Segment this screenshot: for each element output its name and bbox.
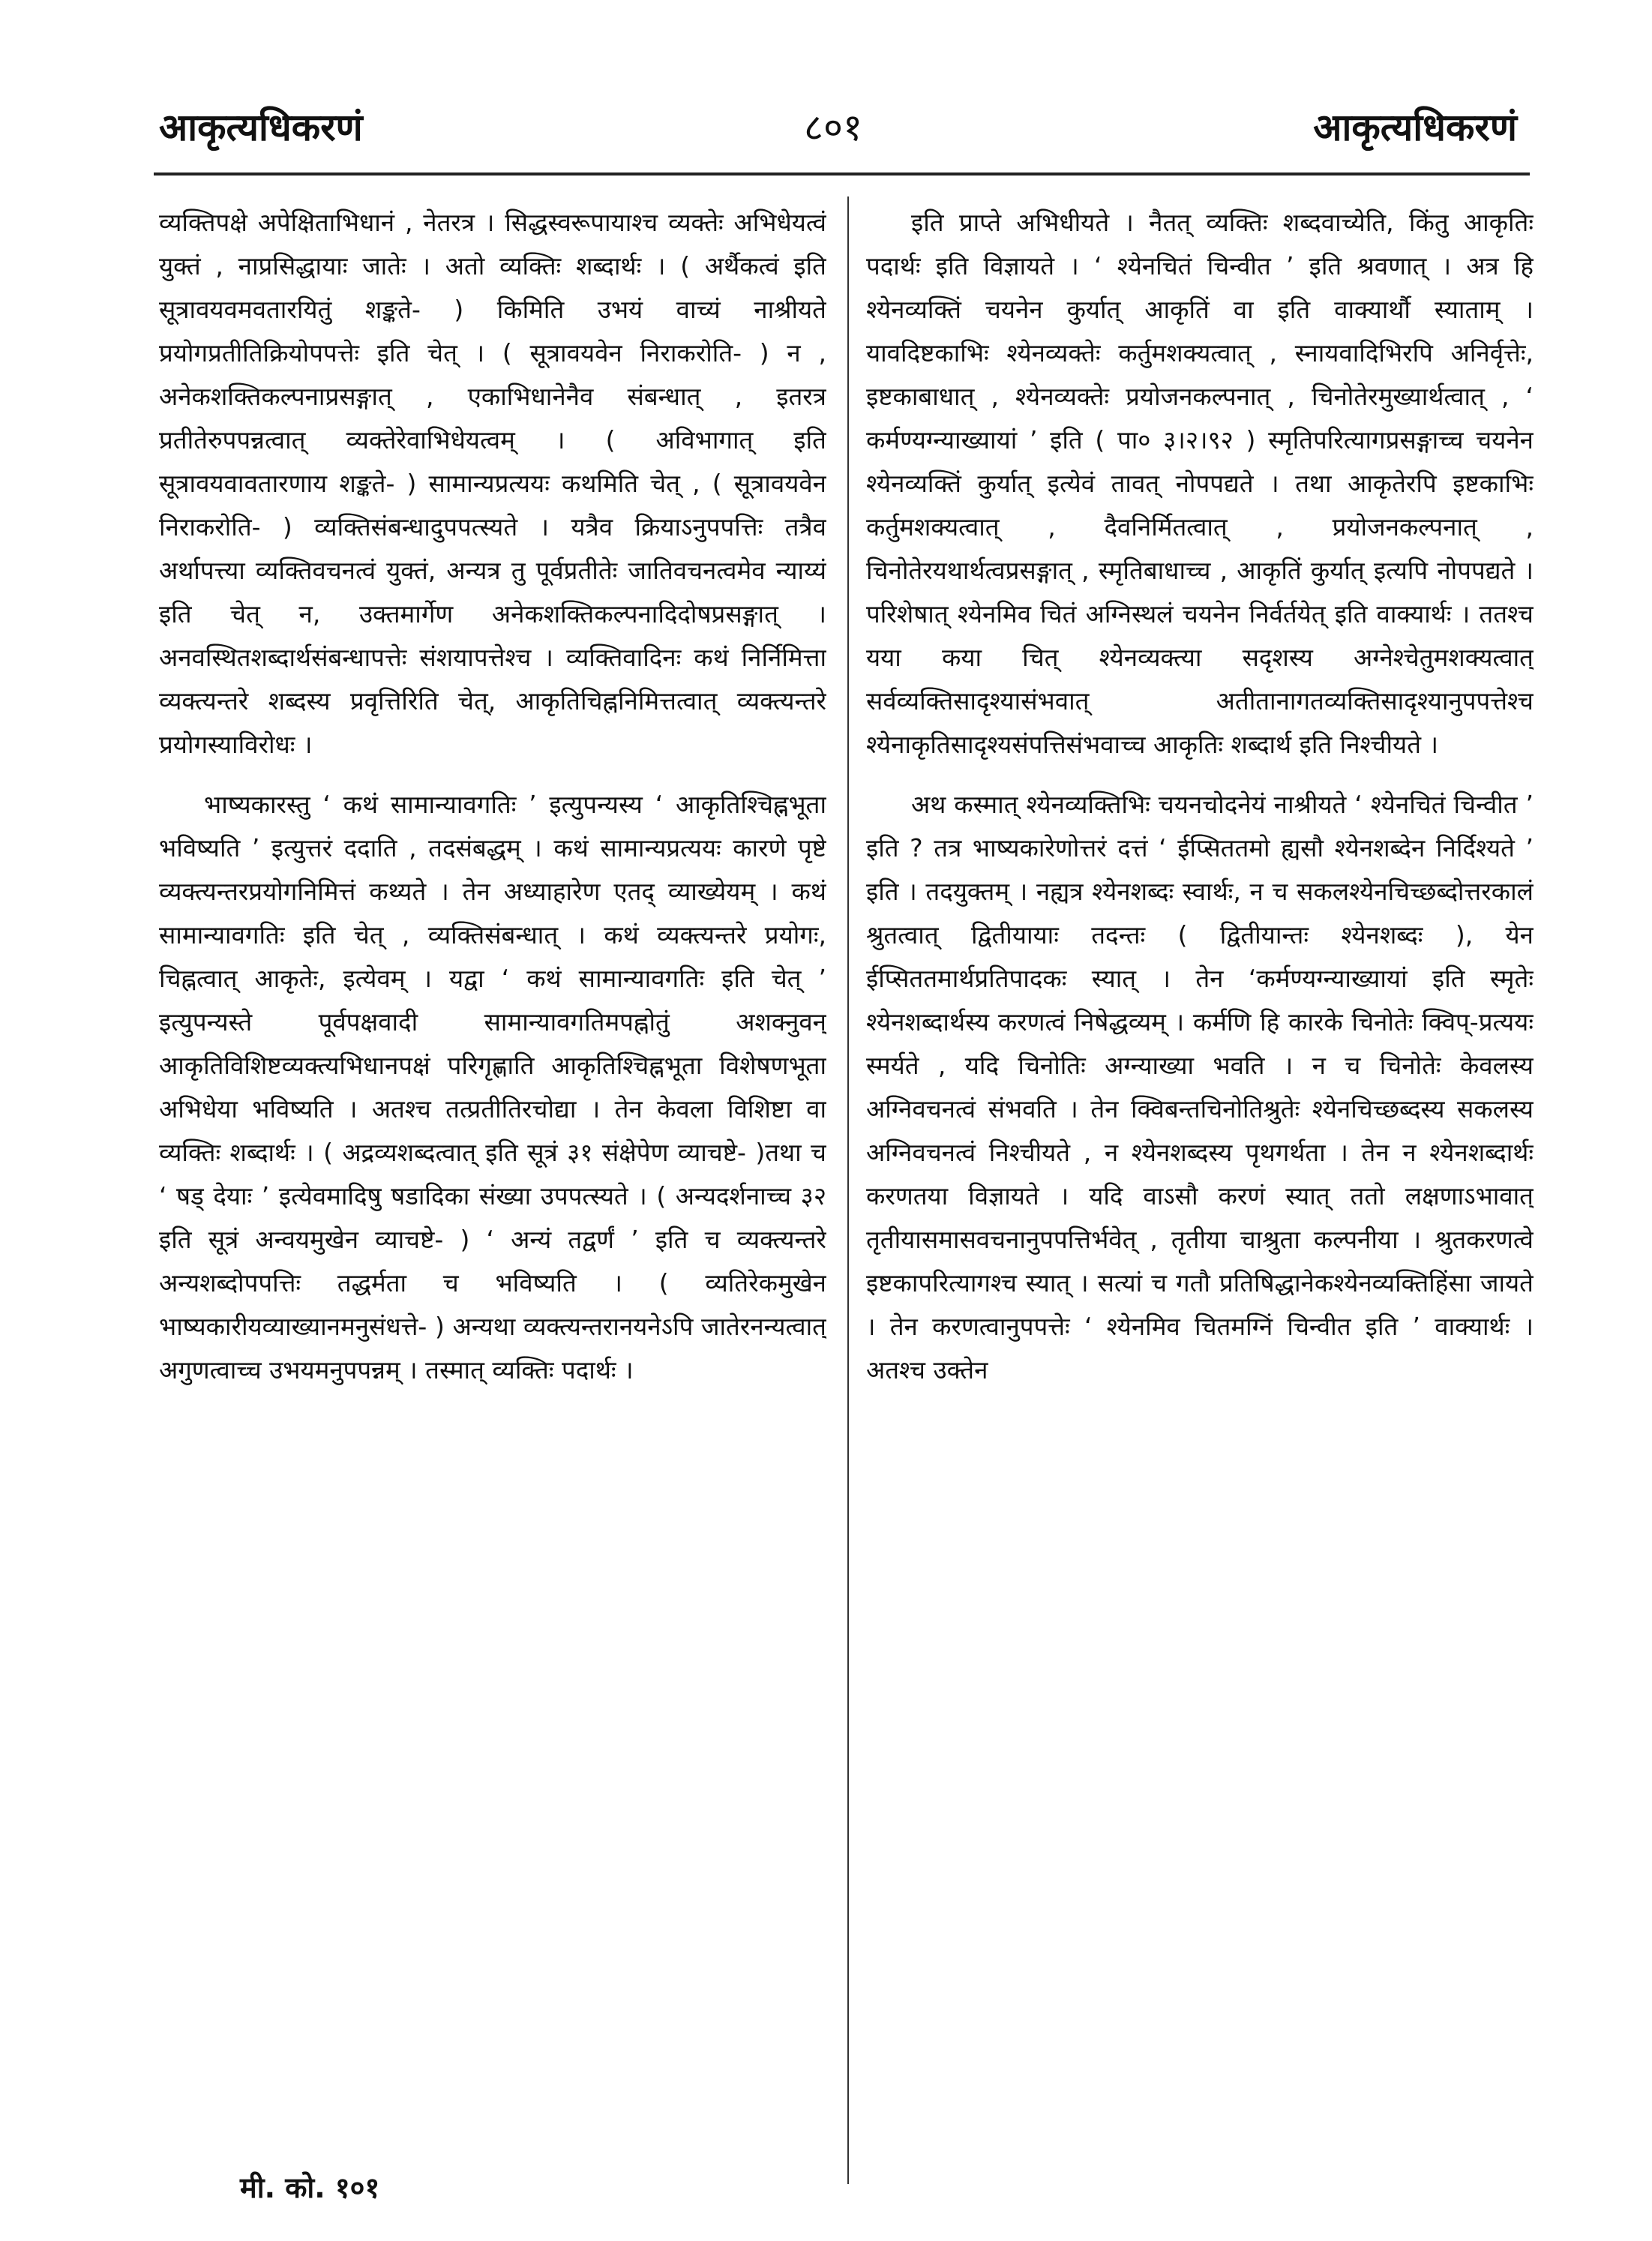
header-rule	[154, 172, 1530, 176]
right-paragraph-1: इति प्राप्ते अभिधीयते । नैतत् व्यक्तिः शब्दवाच्येति, किंतु आकृतिः पदार्थः इति विज्ञायते । ‘ श्येनचितं चिन्वीत ’ इति श्रवणात् । अत्र हि श्येनव्यक्तिं चयनेन कुर्यात् आकृतिं वा इति वाक्यार्थौ स्याताम् । यावदिष्टकाभिः श्येनव्यक्तेः कर्तुमशक्यत्वात् , स्नायवादिभिरपि अनिर्वृत्तेः, इष्टकाबाधात् , श्येनव्यक्तेः प्रयोजनकल्पनात् , चिनोतेरमुख्यार्थत्वात् , ‘ कर्मण्यग्न्याख्यायां ’ इति ( पा० ३।२।९२ ) स्मृतिपरित्यागप्रसङ्गाच्च चयनेन श्येनव्यक्तिं कुर्यात् इत्येवं तावत् नोपपद्यते । तथा आकृतेरपि इष्टकाभिः कर्तुमशक्यत्वात् , दैवनिर्मितत्वात् , प्रयोजनकल्पनात् , चिनोतेरयथार्थत्वप्रसङ्गात् , स्मृतिबाधाच्च , आकृतिं कुर्यात् इत्यपि नोपपद्यते । परिशेषात् श्येनमिव चितं अग्निस्थलं चयनेन निर्वर्तयेत् इति वाक्यार्थः । ततश्च यया कया चित् श्येनव्यक्त्या सदृशस्य अग्नेश्चेतुमशक्यत्वात् सर्वव्यक्तिसादृश्यासंभवात् अतीतानागतव्यक्तिसादृश्यानुपपत्तेश्च श्येनाकृतिसादृश्यसंपत्तिसंभवाच्च आकृतिः शब्दार्थ इति निश्चीयते ।	[866, 208, 1534, 759]
footer-signature: मी. को. १०१	[240, 2171, 380, 2204]
left-column	[159, 201, 826, 2121]
column-divider	[847, 196, 849, 2184]
running-header-left: आकृत्यधिकरणं	[159, 106, 363, 149]
page-number: ८०१	[804, 106, 862, 149]
running-header-right: आकृत्यधिकरणं	[1313, 106, 1517, 149]
right-column	[866, 201, 1534, 2196]
right-paragraph-2: अथ कस्मात् श्येनव्यक्तिभिः चयनचोदनेयं नाश्रीयते ‘ श्येनचितं चिन्वीत ’ इति ? तत्र भाष्यकारेणोत्तरं दत्तं ‘ ईप्सिततमो ह्यसौ श्येनशब्देन निर्दिश्यते ’ इति । तदयुक्तम् । नह्यत्र श्येनशब्दः स्वार्थः, न च सकलश्येनचिच्छब्दोत्तरकालं श्रुतत्वात् द्वितीयायाः तदन्तः ( द्वितीयान्तः श्येनशब्दः ), येन ईप्सिततमार्थप्रतिपादकः स्यात् । तेन ‘कर्मण्यग्न्याख्यायां इति स्मृतेः श्येनशब्दार्थस्य करणत्वं निषेद्धव्यम् । कर्मणि हि कारके चिनोतेः क्विप्-प्रत्ययः स्मर्यते , यदि चिनोतिः अग्न्याख्या भवति । न च चिनोतेः केवलस्य अग्निवचनत्वं संभवति । तेन क्विबन्तचिनोतिश्रुतेः श्येनचिच्छब्दस्य सकलस्य अग्निवचनत्वं निश्चीयते , न श्येनशब्दस्य पृथगर्थता । तेन न श्येनशब्दार्थः करणतया विज्ञायते । यदि वाऽसौ करणं स्यात् ततो लक्षणाऽभावात् तृतीयासमासवचनानुपपत्तिर्भवेत् , तृतीया चाश्रुता कल्पनीया । श्रुतकरणत्वे इष्टकापरित्यागश्च स्यात् । सत्यां च गतौ प्रतिषिद्धानेकश्येनव्यक्तिहिंसा जायते । तेन करणत्वानुपपत्तेः ‘ श्येनमिव चितमग्निं चिन्वीत इति ’ वाक्यार्थः । अतश्च उक्तेन	[866, 790, 1534, 1384]
left-paragraph-1: व्यक्तिपक्षे अपेक्षिताभिधानं , नेतरत्र । सिद्धस्वरूपायाश्च व्यक्तेः अभिधेयत्वं युक्तं , नाप्रसिद्धायाः जातेः । अतो व्यक्तिः शब्दार्थः । ( अर्थैकत्वं इति सूत्रावयवमवतारयितुं शङ्कते- ) किमिति उभयं वाच्यं नाश्रीयते प्रयोगप्रतीतिक्रियोपपत्तेः इति चेत् । ( सूत्रावयवेन निराकरोति- ) न , अनेकशक्तिकल्पनाप्रसङ्गात् , एकाभिधानेनैव संबन्धात् , इतरत्र प्रतीतेरुपपन्नत्वात् व्यक्तेरेवाभिधेयत्वम् । ( अविभागात् इति सूत्रावयवावतारणाय शङ्कते- ) सामान्यप्रत्ययः कथमिति चेत् , ( सूत्रावयवेन निराकरोति- ) व्यक्तिसंबन्धादुपपत्स्यते । यत्रैव क्रियाऽनुपपत्तिः तत्रैव अर्थापत्त्या व्यक्तिवचनत्वं युक्तं, अन्यत्र तु पूर्वप्रतीतेः जातिवचनत्वमेव न्याय्यं इति चेत् न, उक्तमार्गेण अनेकशक्तिकल्पनादिदोषप्रसङ्गात् । अनवस्थितशब्दार्थसंबन्धापत्तेः संशयापत्तेश्च । व्यक्तिवादिनः कथं निर्निमित्ता व्यक्त्यन्तरे शब्दस्य प्रवृत्तिरिति चेत्, आकृतिचिह्ननिमित्तत्वात् व्यक्त्यन्तरे प्रयोगस्याविरोधः ।	[159, 208, 826, 759]
left-paragraph-2: भाष्यकारस्तु ‘ कथं सामान्यावगतिः ’ इत्युपन्यस्य ‘ आकृतिश्चिह्नभूता भविष्यति ’ इत्युत्तरं ददाति , तदसंबद्धम् । कथं सामान्यप्रत्ययः कारणे पृष्टे व्यक्त्यन्तरप्रयोगनिमित्तं कथ्यते । तेन अध्याहारेण एतद् व्याख्येयम् । कथं सामान्यावगतिः इति चेत् , व्यक्तिसंबन्धात् । कथं व्यक्त्यन्तरे प्रयोगः, चिह्नत्वात् आकृतेः, इत्येवम् । यद्वा ‘ कथं सामान्यावगतिः इति चेत् ’ इत्युपन्यस्ते पूर्वपक्षवादी सामान्यावगतिमपह्नोतुं अशक्नुवन् आकृतिविशिष्टव्यक्त्यभिधानपक्षं परिगृह्णाति आकृतिश्चिह्नभूता विशेषणभूता अभिधेया भविष्यति । अतश्च तत्प्रतीतिरचोद्या । तेन केवला विशिष्टा वा व्यक्तिः शब्दार्थः । ( अद्रव्यशब्दत्वात् इति सूत्रं ३१ संक्षेपेण व्याचष्टे- )तथा च ‘ षड् देयाः ’ इत्येवमादिषु षडादिका संख्या उपपत्स्यते । ( अन्यदर्शनाच्च ३२ इति सूत्रं अन्वयमुखेन व्याचष्टे- ) ‘ अन्यं तद्वर्णं ’ इति च व्यक्त्यन्तरे अन्यशब्दोपपत्तिः तद्धर्मता च भविष्यति । ( व्यतिरेकमुखेन भाष्यकारीयव्याख्यानमनुसंधत्ते- ) अन्यथा व्यक्त्यन्तरानयनेऽपि जातेरनन्यत्वात् अगुणत्वाच्च उभयमनुपपन्नम् । तस्मात् व्यक्तिः पदार्थः ।	[159, 790, 826, 1384]
